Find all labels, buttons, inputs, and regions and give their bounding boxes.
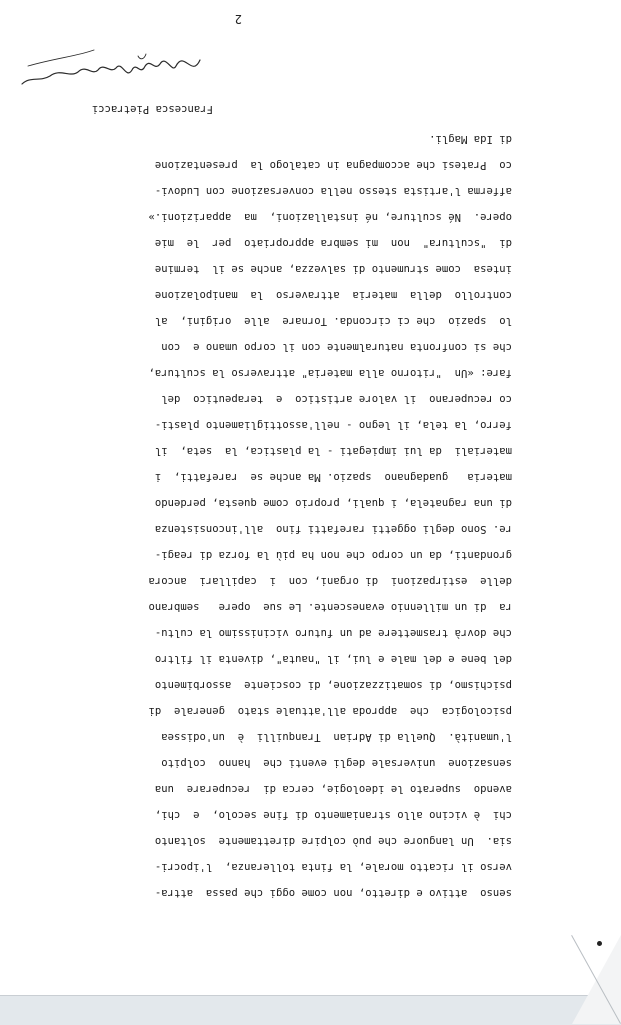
body-line: di "scultura" non mi sembra appropriato per le mie (154, 237, 512, 249)
body-line: materia guadagnano spazio. Ma anche se rarefatti, i (154, 471, 512, 483)
body-line: l'umanità. Quella di Adrian Tranquilli è un'odissea (161, 731, 512, 743)
body-line: co recuperano il valore artistico e terapeutico del (161, 393, 512, 405)
body-line: che dovrà trasmettere ad un futuro vicinissimo la cultu- (154, 627, 512, 639)
body-line: opere. Né sculture, né installazioni, ma apparizioni.» (148, 211, 512, 223)
body-line: sensazione universale degli eventi che hanno colpito (161, 757, 512, 769)
body-line: psichismo, di somatizzazione, di cosciente assorbimento (154, 679, 512, 691)
body-line: delle estirpazioni di organi, con i capillari ancora (148, 575, 512, 587)
body-line: ferro, la tela, il legno - nell'assottigliamento plasti- (154, 419, 512, 431)
author-name: Francesca Pietracci (91, 103, 213, 115)
body-line: del bene e del male e lui, il "nauta", diventa il filtro (154, 653, 512, 665)
body-line: lo spazio che ci circonda. Tornare alle origini, al (154, 315, 512, 327)
body-line: avendo superato le ideologie, cerca di recuperare una (154, 783, 512, 795)
body-line: verso il ricatto morale, la finta tolleranza, l'ipocri- (154, 861, 512, 873)
body-line: intesa come strumento di salvezza, anche se il termine (154, 263, 512, 275)
body-line: fare: «Un "ritorno alla materia" attraverso la scultura, (148, 367, 512, 379)
handwritten-signature (16, 44, 206, 90)
body-line: re. Sono degli oggetti rarefatti fino all'inconsistenza (154, 523, 512, 535)
body-line: chi è vicino allo straniamento di fine secolo, e chi, (154, 809, 512, 821)
body-line: afferma l'artista stesso nella conversazione con Ludovi- (154, 185, 512, 197)
body-line: controllo della materia attraverso la manipolazione (154, 289, 512, 301)
body-line: grondanti, da un corpo che non ha più la forza di reagi- (154, 549, 512, 561)
body-line: psicologica che approda all'attuale stato generale di (148, 705, 512, 717)
body-line: di una ragnatela, i quali, proprio come questa, perdendo (154, 497, 512, 509)
body-line: senso attivo e diretto, non come oggi che passa attra- (154, 887, 512, 899)
body-line: co Pratesi che accompagna in catalogo la presentazione (154, 159, 512, 171)
page-number: 2 (234, 12, 242, 26)
body-line: ra di un millennio evanescente. Le sue opere sembrano (148, 601, 512, 613)
body-line: sia. Un languore che può colpire direttamente soltanto (154, 835, 512, 847)
body-line: materiali da lui impiegati - la plastica, la seta, il (154, 445, 512, 457)
body-line: che si confronta naturalmente con il corpo umano e con (161, 341, 512, 353)
body-line: di Ida Magli. (429, 133, 512, 145)
